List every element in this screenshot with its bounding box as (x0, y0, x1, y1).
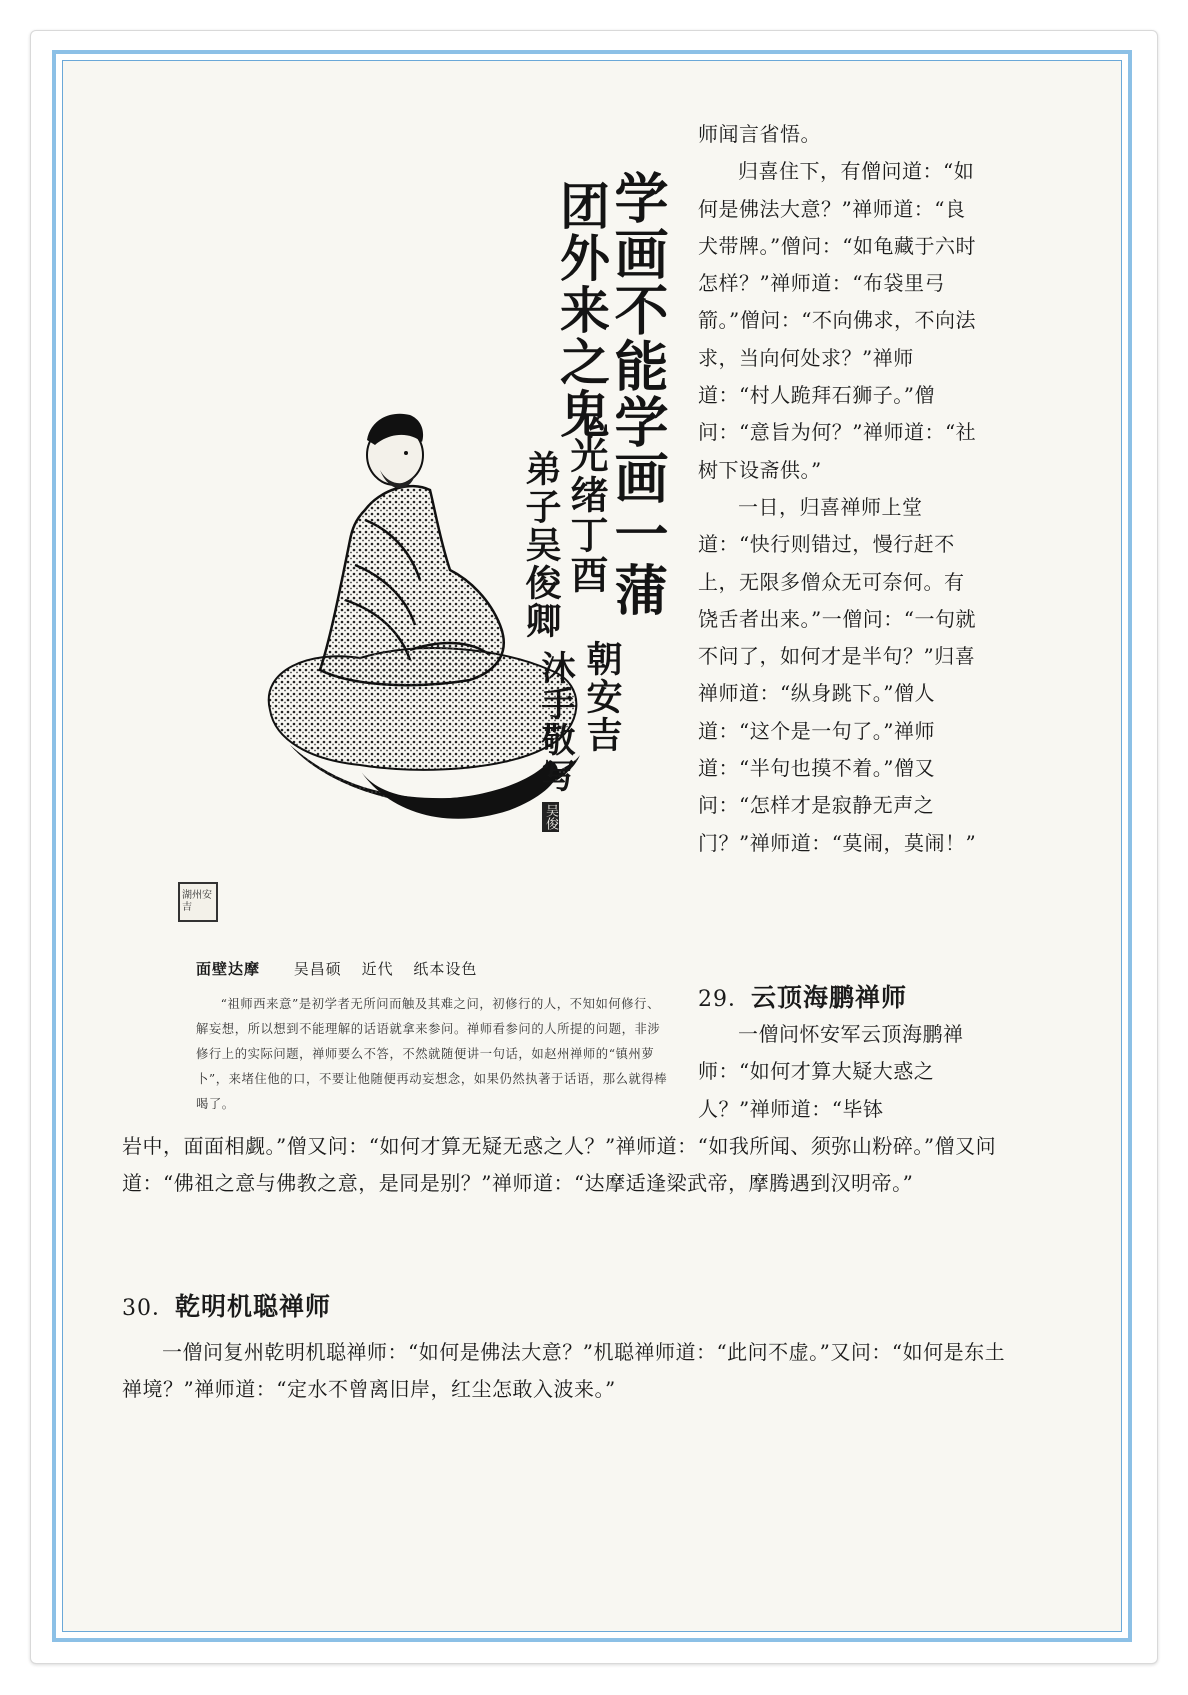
section-30-text (122, 1334, 1012, 1409)
calligraphy-column-2: 团外来之鬼 (552, 180, 611, 440)
section-number: 30． (122, 1296, 175, 1321)
bodhidharma-painting (182, 170, 690, 913)
paragraph: 岩中，面面相觑。”僧又问：“如何才算无疑无惑之人？”禅师道：“如我所闻、须弥山粉碎。”僧又问道：“佛祖之意与佛教之意，是同是别？”禅师道：“达摩适逢梁武帝，摩腾遇到汉明帝。” (122, 1134, 997, 1196)
section-29-wide-text (122, 1128, 1012, 1203)
calligraphy-column-1: 学画不能学画一蒲 (606, 170, 670, 618)
caption-author: 吴昌硕 (293, 960, 342, 978)
artist-seal: 吴俊 (543, 804, 558, 830)
paragraph: 一僧问怀安军云顶海鹏禅师：“如何才算大疑大惑之人？”禅师道：“毕钵 (698, 1022, 964, 1121)
square-seal: 湖州安吉 (178, 882, 218, 922)
section-29-narrow-text (698, 1016, 978, 1128)
calligraphy-column-4: 朝安吉 (581, 640, 623, 754)
painting-caption-body: “祖师西来意”是初学者无所问而触及其难之问，初修行的人，不知如何修行、解妄想，所以想到不能理解的话语就拿来参问。禅师看参问的人所提的问题，非涉修行上的实际问题，禅师要么不答，不然就随便讲一句话，如赵州禅师的“镇州萝卜”，来堵住他的口，不要让他随便再动妄想念，如果仍然执著于话语，那么就得棒喝了。 (196, 997, 668, 1111)
paragraph: 归喜住下，有僧问道：“如何是佛法大意？”禅师道：“良犬带牌。”僧问：“如龟藏于六时怎样？”禅师道：“布袋里弓箭。”僧问：“不向佛求，不向法求，当向何处求？”禅师道：“村人跪拜石狮子。”僧问：“意旨为何？”禅师道：“社树下设斋供。” (698, 159, 977, 482)
calligraphy-column-5: 弟子吴俊卿 (520, 450, 562, 640)
caption-era: 近代 (361, 960, 394, 978)
right-column-text (698, 116, 978, 862)
paragraph: 师闻言省悟。 (698, 122, 821, 146)
caption-title-text: 面壁达摩 (196, 960, 261, 978)
calligraphy-column-6: 沐手敬写 (535, 650, 575, 794)
calligraphy-column-3: 光绪丁酉 (564, 435, 609, 595)
paragraph: 一日，归喜禅师上堂道：“快行则错过，慢行赶不上，无限多僧众无可奈何。有饶舌者出来。”一僧问：“一句就不问了，如何才是半句？”归喜禅师道：“纵身跳下。”僧人道：“这个是一句了。”禅师道：“半句也摸不着。”僧又问：“怎样才是寂静无声之门？”禅师道：“莫闹，莫闹！” (698, 494, 977, 855)
caption-medium: 纸本设色 (413, 960, 478, 978)
section-title: 云顶海鹏禅师 (751, 983, 908, 1012)
section-title: 乾明机聪禅师 (175, 1292, 332, 1321)
painting-caption-title (196, 958, 477, 979)
paragraph: 一僧问复州乾明机聪禅师：“如何是佛法大意？”机聪禅师道：“此问不虚。”又问：“如何是东土禅境？”禅师道：“定水不曾离旧岸，红尘怎敢入波来。” (122, 1340, 1006, 1402)
section-30-heading (122, 1287, 331, 1323)
section-29-heading (698, 978, 907, 1014)
section-number: 29． (698, 987, 751, 1012)
